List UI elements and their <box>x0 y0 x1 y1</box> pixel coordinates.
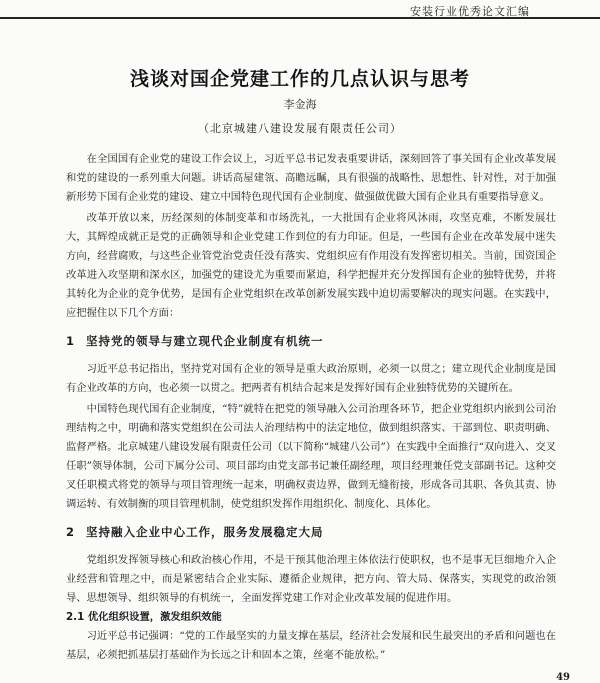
running-header: 安装行业优秀论文汇编 <box>410 5 530 18</box>
article-author: 李金海 <box>283 98 317 111</box>
article-affiliation: （北京城建八建设发展有限责任公司） <box>198 122 402 135</box>
article-title: 浅谈对国企党建工作的几点认识与思考 <box>129 68 470 90</box>
section-heading <box>66 523 556 542</box>
page-number: 49 <box>556 672 570 683</box>
section-heading <box>66 332 556 351</box>
intro-paragraph: 在全国国有企业党的建设工作会议上，习近平总书记发表重要讲话，深刻回答了事关国有企业改革发展和党的建设的一系列重大问题。讲话高屋建瓴、高瞻远瞩，具有很强的战略性、思想性、针对性，对于加强新形势下国有企业党的建设、建立中国特色现代国有企业制度、做强做优做大国有企业具有重要指导意义。 <box>66 153 556 203</box>
subsection-paragraph: 习近平总书记强调：“党的工作最坚实的力量支撑在基层，经济社会发展和民生最突出的矛盾和问题也在基层，必须把抓基层打基础作为长远之计和固本之策，丝毫不能放松。” <box>66 630 556 661</box>
section-title: 坚持融入企业中心工作，服务发展稳定大局 <box>86 525 324 539</box>
section-title: 坚持党的领导与建立现代企业制度有机统一 <box>86 334 324 348</box>
subsection-title: 优化组织设置，激发组织效能 <box>88 611 222 623</box>
subsection-heading <box>66 608 556 627</box>
section-number: 2 <box>66 525 76 539</box>
section-paragraph: 习近平总书记指出，坚持党对国有企业的领导是重大政治原则，必须一以贯之；建立现代企业制度是国有企业改革的方向，也必须一以贯之。把两者有机结合起来是发挥好国有企业独特优势的关键所在。 <box>66 363 556 394</box>
section-paragraph: 中国特色现代国有企业制度，“特”就特在把党的领导融入公司治理各环节，把企业党组织内嵌到公司治理结构之中，明确和落实党组织在公司法人治理结构中的法定地位，做到组织落实、干部到位、职责明确、监督严格。北京城建八建设发展有限责任公司（以下简称“城建八公司”）在实践中全面推行“双向进入、交叉任职”领导体制，公司下属分公司、项目部均由党支部书记兼任副经理，项目经理兼任党支部副书记。这种交叉任职模式将党的领导与项目管理统一起来，明确权责边界，做到无缝衔接，形成各司其职、各负其责、协调运转、有效制衡的项目管理机制，使党组织发挥作用组织化、制度化、具体化。 <box>66 403 556 510</box>
subsection-number: 2.1 <box>66 611 85 623</box>
section-paragraph: 党组织发挥领导核心和政治核心作用，不是干预其他治理主体依法行使职权，也不是事无巨细地介入企业经营和管理之中，而是紧密结合企业实际、遵循企业规律，把方向、管大局、保落实，实现党的政治领导、思想领导、组织领导的有机统一，全面发挥党建工作对企业改革发展的促进作用。 <box>66 554 556 604</box>
section-number: 1 <box>66 334 76 348</box>
intro-paragraph: 改革开放以来，历经深刻的体制变革和市场洗礼，一大批国有企业将风沐雨，攻坚克难，不断发展壮大，其辉煌成就正是党的正确领导和企业党建工作到位的有力印证。但是，一些国有企业在改革发展中迷失方向，经营腐败，与这些企业管党治党责任没有落实、党组织应有作用没有发挥密切相关。当前，国资国企改革进入攻坚期和深水区，加强党的建设尤为重要而紧迫，科学把握并充分发挥国有企业的独特优势，并将其转化为企业的竞争优势，是国有企业党组织在改革创新发展实践中迫切需要解决的现实问题。在实践中，应把握住以下几个方面： <box>66 212 556 319</box>
article-body <box>66 150 556 665</box>
